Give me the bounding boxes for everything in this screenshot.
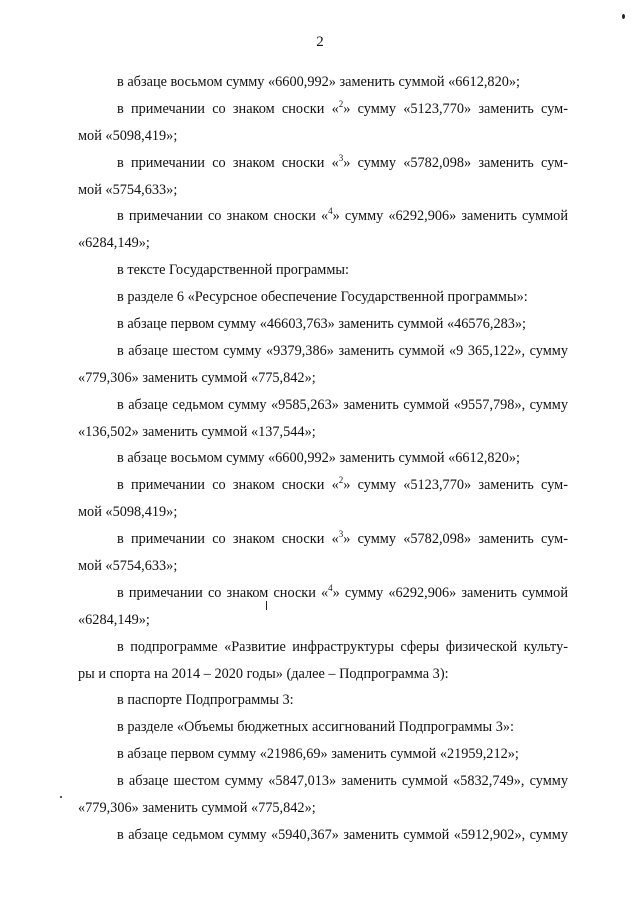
paragraph-line: в абзаце шестом сумму «9379,386» заменить суммой «9 365,122», сумму [117, 342, 568, 359]
paragraph-line: в паспорте Подпрограммы 3: [117, 692, 294, 709]
scan-speck [60, 796, 62, 798]
paragraph-line: в примечании со знаком сноски «$^2$» сумму «5123,770» заменить сум- [117, 475, 568, 494]
paragraph-line: «6284,149»; [78, 235, 150, 252]
paragraph-line: мой «5754,633»; [78, 181, 178, 198]
paragraph-line: в абзаце восьмом сумму «6600,992» заменить суммой «6612,820»; [117, 74, 520, 90]
paragraph-line: в примечании со знаком сноски «$^3$» сумму «5782,098» заменить сум- [117, 152, 568, 171]
page-number: 2 [316, 34, 324, 50]
paragraph-line: ры и спорта на 2014 – 2020 годы» (далее – Подпрограмма 3): [78, 665, 449, 682]
footnote-mark: 3 [338, 529, 344, 540]
footnote-mark: 4 [328, 206, 333, 217]
scan-speck [622, 14, 625, 19]
footnote-mark: 3 [338, 152, 344, 163]
paragraph-line: в подпрограмме «Развитие инфраструктуры сферы физической культу- [117, 638, 568, 655]
paragraph-line: мой «5098,419»; [78, 127, 178, 144]
paragraph-line: «779,306» заменить суммой «775,842»; [78, 369, 316, 386]
paragraph-line: «6284,149»; [78, 611, 150, 628]
paragraph-line: в разделе 6 «Ресурсное обеспечение Государственной программы»: [117, 289, 528, 306]
paragraph-line: в абзаце шестом сумму «5847,013» заменить суммой «5832,749», сумму [117, 773, 568, 790]
paragraph-line: в разделе «Объемы бюджетных ассигнований Подпрограммы 3»: [117, 719, 514, 736]
paragraph-line: в примечании со знаком сноски «$^4$» сумму «6292,906» заменить суммой [117, 206, 568, 225]
document-body [78, 69, 568, 849]
paragraph-line: в абзаце первом сумму «46603,763» заменить суммой «46576,283»; [117, 316, 527, 333]
paragraph-line: в примечании со знаком сноски «$^3$» сумму «5782,098» заменить сум- [117, 529, 568, 548]
paragraph-line: в абзаце седьмом сумму «5940,367» заменить суммой «5912,902», сумму [117, 826, 568, 843]
paragraph-line: в абзаце седьмом сумму «9585,263» заменить суммой «9557,798», сумму [117, 396, 568, 413]
paragraph-line: «136,502» заменить суммой «137,544»; [78, 423, 316, 440]
footnote-mark: 2 [338, 475, 344, 486]
paragraph-line: в абзаце первом сумму «21986,69» заменить суммой «21959,212»; [117, 746, 519, 763]
paragraph-line: мой «5754,633»; [78, 558, 178, 575]
footnote-mark: 4 [328, 582, 333, 593]
paragraph-line: «779,306» заменить суммой «775,842»; [78, 800, 316, 817]
paragraph-line: мой «5098,419»; [78, 504, 178, 521]
paragraph-line: в примечании со знаком сноски «$^4$» сумму «6292,906» заменить суммой [117, 582, 568, 601]
scan-speck [266, 601, 267, 610]
paragraph-line: в тексте Государственной программы: [117, 262, 349, 279]
footnote-mark: 2 [338, 98, 344, 109]
paragraph-line: в примечании со знаком сноски «$^2$» сумму «5123,770» заменить сум- [117, 98, 568, 117]
paragraph-line: в абзаце восьмом сумму «6600,992» заменить суммой «6612,820»; [117, 450, 520, 467]
